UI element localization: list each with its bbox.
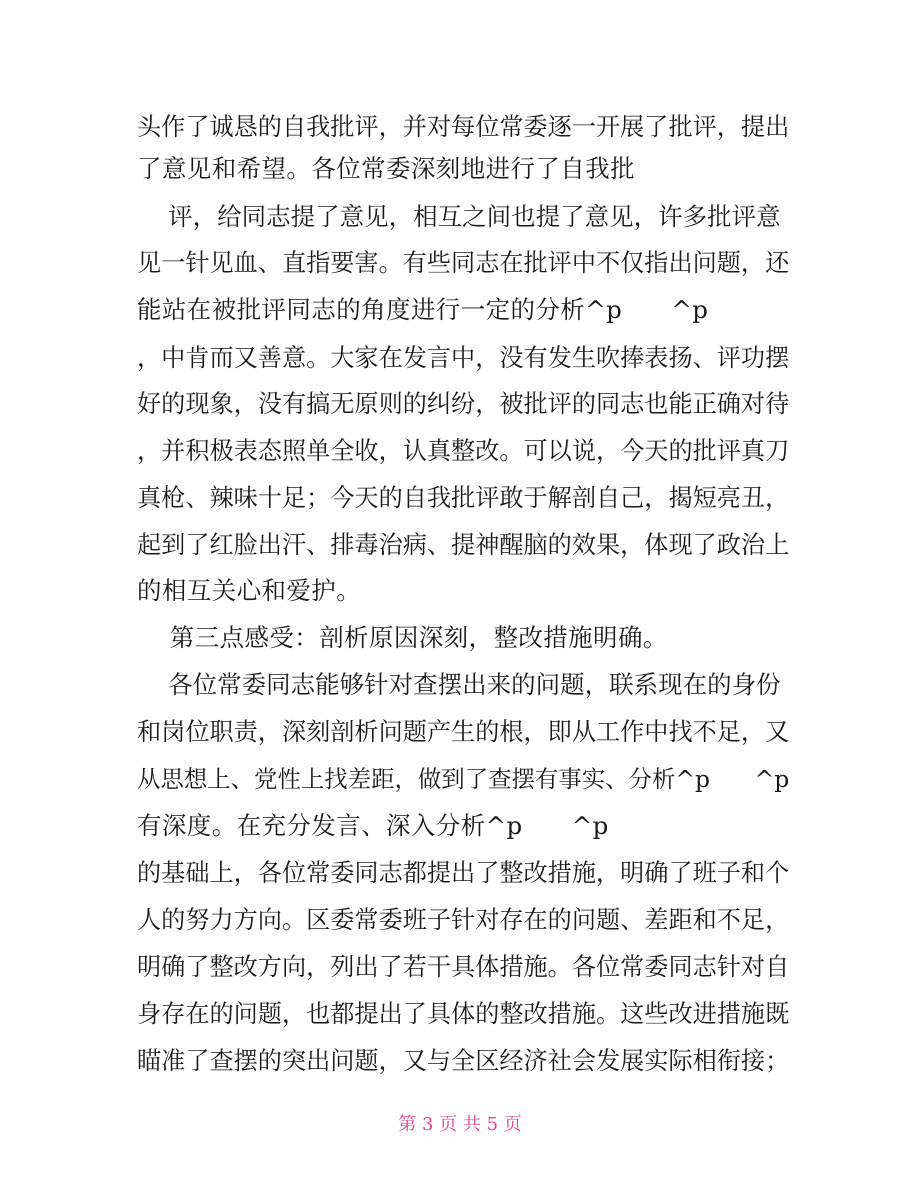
text-line: 的基础上，各位常委同志都提出了整改措施，明确了班子和个: [137, 859, 790, 887]
text-line: 的相互关心和爱护。: [137, 576, 362, 605]
text-line: ，并积极表态照单全收，认真整改。可以说，今天的批评真刀: [137, 437, 790, 465]
text-line: ，中肯而又善意。大家在发言中，没有发生吹捧表扬、评功摆: [137, 344, 790, 372]
text-line: 有深度。在充分发言、深入分析^p ^p: [137, 811, 609, 840]
text-line: 评，给同志提了意见，相互之间也提了意见，许多批评意: [137, 202, 781, 231]
text-line: 了意见和希望。各位常委深刻地进行了自我批: [137, 154, 635, 183]
text-line: 明确了整改方向，列出了若干具体措施。各位常委同志针对自: [137, 953, 790, 981]
text-line: 起到了红脸出汗、排毒治病、提神醒脑的效果，体现了政治上: [137, 531, 790, 559]
text-line: 人的努力方向。区委常委班子针对存在的问题、差距和不足，: [137, 906, 790, 934]
page-number-footer: 第 3 页 共 5 页: [398, 1114, 522, 1135]
text-line: 身存在的问题，也都提出了具体的整改措施。这些改进措施既: [137, 1000, 790, 1028]
text-line: 各位常委同志能够针对查摆出来的问题，联系现在的身份: [137, 670, 781, 699]
section-heading: 第三点感受：剖析原因深刻，整改措施明确。: [137, 623, 668, 652]
text-line: 真枪、辣味十足；今天的自我批评敢于解剖自己，揭短亮丑，: [137, 484, 790, 512]
text-line: 头作了诚恳的自我批评，并对每位常委逐一开展了批评，提出: [137, 113, 790, 141]
text-line: 好的现象，没有搞无原则的纠纷，被批评的同志也能正确对待: [137, 390, 790, 418]
text-line: 见一针见血、直指要害。有些同志在批评中不仅指出问题，还: [137, 249, 790, 277]
text-line: 从思想上、党性上找差距，做到了查摆有事实、分析^p ^p: [137, 765, 790, 793]
text-line: 能站在被批评同志的角度进行一定的分析^p ^p: [137, 295, 709, 324]
text-line: 和岗位职责，深刻剖析问题产生的根，即从工作中找不足，又: [137, 718, 790, 746]
text-line: 瞄准了查摆的突出问题，又与全区经济社会发展实际相衔接；: [137, 1047, 790, 1075]
